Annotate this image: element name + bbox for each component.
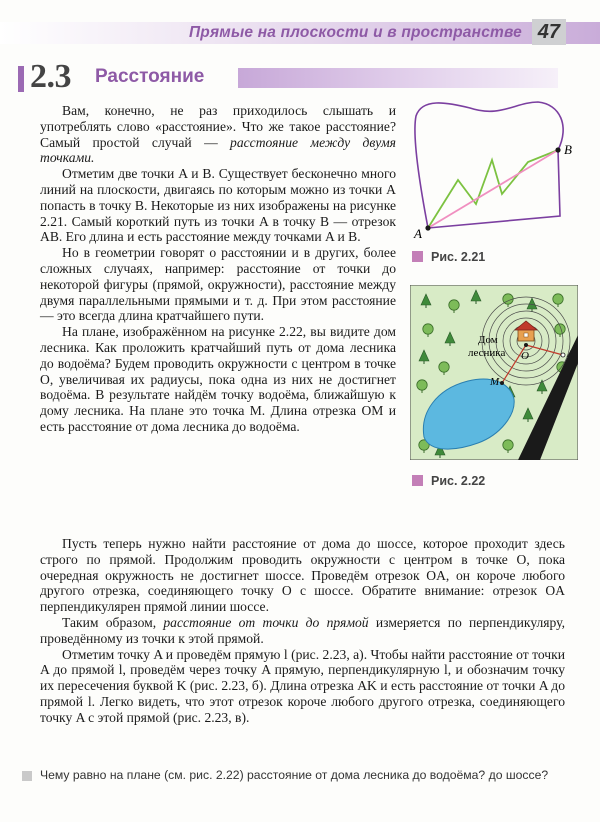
fig222-label-m: M (490, 376, 500, 388)
fig221-point-a (425, 225, 430, 230)
figure-2-22-caption-text: Рис. 2.22 (431, 474, 486, 488)
section-number: 2.3 (30, 58, 71, 95)
section-title: Расстояние (95, 66, 205, 87)
question-square-icon (22, 771, 32, 781)
question-text: Чему равно на плане (см. рис. 2.22) расстояние от дома лесника до водоёма? до шоссе? (40, 768, 549, 782)
fig222-house-label-2: лесника (468, 347, 506, 359)
body-text-narrow (40, 103, 396, 435)
paragraph-6-emphasis: расстояние от точки до прямой (163, 614, 369, 630)
section-title-band (238, 68, 558, 88)
fig222-point-a (561, 353, 565, 357)
fig221-label-a: A (414, 226, 422, 241)
paragraph-2: Отметим две точки A и B. Существует бесконечно много линий на плоскости, двигаясь по которым можно из точки A попасть в точку B. Некоторые из них изображены на рисунке 2.21. Самый короткий путь из точки A в точку B — отрезок AB. Его длина и есть расстояние между точками A и B. (40, 166, 396, 245)
question-block (40, 768, 560, 783)
figure-2-21-caption-text: Рис. 2.21 (431, 250, 486, 264)
paragraph-3: Но в геометрии говорят о расстоянии и в других, более сложных случаях, например: расстояние от точки до некоторой фигуры (прямой, окружности), расстояние между двумя параллельными прямыми и т. д. При этом расстояние — это всегда длина кратчайшего пути. (40, 245, 396, 324)
fig221-label-b: B (564, 142, 572, 157)
section-accent-bar (18, 66, 24, 92)
paragraph-7: Отметим точку A и проведём прямую l (рис. 2.23, а). Чтобы найти расстояние от точки A до прямой l, проведём через точку A прямую, перпендикулярную l, и обозначим точку их пересечения буквой K (рис. 2.23, б). Длина отрезка AK и есть расстояние от точки A до прямой l. Легко видеть, что этот отрезок короче любого другого отрезка, соединяющего точку A с этой прямой (рис. 2.23, в). (40, 646, 565, 725)
figure-2-22-caption (412, 474, 485, 488)
fig222-label-a: A (567, 348, 574, 360)
figure-2-21-caption (412, 250, 485, 264)
fig221-point-b (555, 147, 560, 152)
fig221-curve-path (415, 102, 563, 228)
figure-2-22 (410, 285, 578, 460)
paragraph-4: На плане, изображённом на рисунке 2.22, вы видите дом лесника. Как проложить кратчайший путь от дома лесника до водоёма? Будем проводить окружности с центром в точке O, увеличивая их радиусы, пока одна из них не достигнет водоёма. В результате найдём точку водоёма, ближайшую к дому лесника. На плане это точка M. Длина отрезка OM и есть расстояние от дома лесника до водоёма. (40, 324, 396, 434)
paragraph-1-text: Вам, конечно, не раз приходилось слышать и употреблять слово «расстояние». Что же такое расстояние? Самый простой случай — (40, 103, 396, 150)
figure-2-21 (410, 96, 580, 241)
page-number: 47 (532, 19, 566, 45)
fig222-label-o: O (521, 350, 529, 362)
paragraph-6-text-start: Таким образом, (62, 614, 164, 630)
body-text-wide (40, 536, 565, 726)
fig222-house-label-1: Дом (478, 334, 498, 346)
caption-square-icon (412, 251, 423, 262)
fig222-point-m (500, 381, 504, 385)
paragraph-6 (40, 615, 565, 647)
paragraph-6-text-end: измеряется по перпендикуляру, проведённому из точки к этой прямой. (40, 614, 566, 646)
paragraph-5: Пусть теперь нужно найти расстояние от дома до шоссе, которое проходит здесь строго по прямой. Продолжим проводить окружности с центром в точке O, пока очередная окружность не достигнет шоссе. Проведём отрезок OA, он короче любого другого отрезка, соединяющего точку O с шоссе. Обратите внимание: отрезок OA перпендикулярен прямой линии шоссе. (40, 536, 565, 615)
running-header-title: Прямые на плоскости и в пространстве (188, 24, 522, 41)
fig222-point-o (524, 343, 528, 347)
paragraph-1-emphasis: расстояние между двумя точками. (40, 134, 396, 166)
paragraph-1 (40, 103, 396, 166)
caption-square-icon (412, 475, 423, 486)
